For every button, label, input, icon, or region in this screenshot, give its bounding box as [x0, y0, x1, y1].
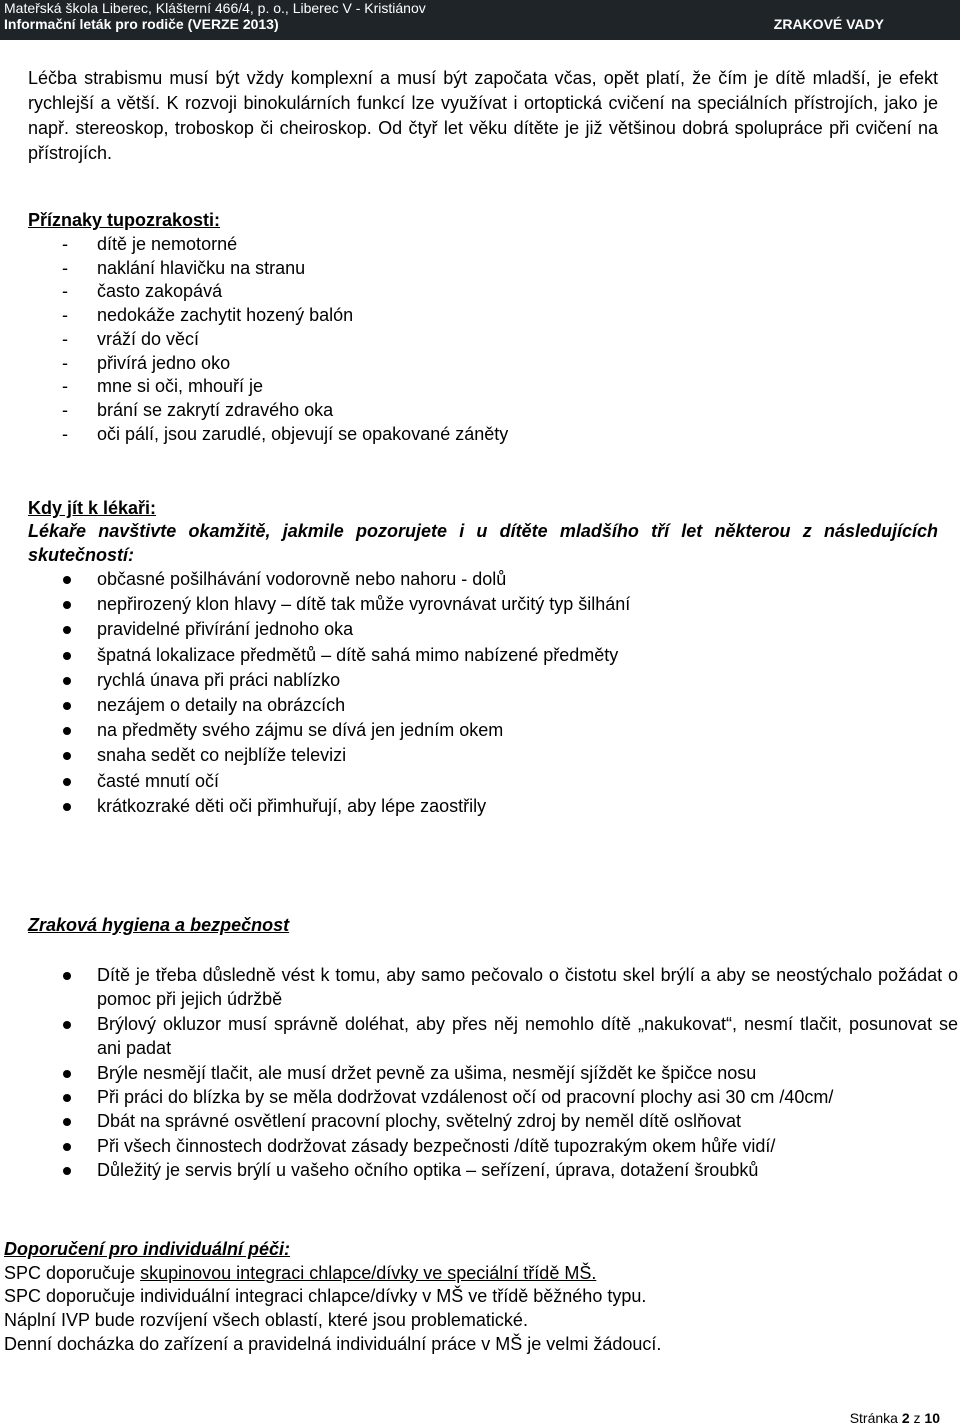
doctor-intro: Lékaře navštivte okamžitě, jakmile pozorujete i u dítěte mladšího tří let některou z následujících skutečností:	[28, 521, 938, 565]
symptom-text: oči pálí, jsou zarudlé, objevují se opakované záněty	[97, 423, 509, 444]
bullet-icon	[63, 702, 71, 710]
bullet-icon	[63, 652, 71, 660]
bullet-icon	[63, 1094, 71, 1102]
recommendation-line-1	[4, 1262, 661, 1286]
recommendation-line-1-prefix: SPC doporučuje	[4, 1262, 141, 1283]
bullet-icon	[63, 677, 71, 685]
page-number-prefix: Stránka	[849, 1410, 902, 1426]
doctor-list-item	[28, 769, 960, 794]
symptom-item	[28, 233, 508, 257]
doctor-list-item-text: nepřirozený klon hlavy – dítě tak může vyrovnávat určitý typ šilhání	[97, 594, 631, 615]
symptom-text: vráží do věcí	[97, 328, 200, 349]
hygiene-list-item-text: Důležitý je servis brýlí u vašeho očního optika – seřízení, úprava, dotažení šroubků	[97, 1160, 759, 1181]
dash-marker: -	[62, 257, 68, 278]
hygiene-list-item-text: Brýlový okluzor musí správně doléhat, aby přes něj nemohlo dítě „nakukovat“, nesmí tlačit, posunovat se ani padat	[97, 1013, 958, 1059]
doctor-list-item-text: snaha sedět co nejblíže televizi	[97, 745, 347, 766]
doctor-list	[28, 567, 960, 819]
bullet-icon	[63, 803, 71, 811]
doctor-list-item	[28, 668, 960, 693]
doctor-list-item-text: na předměty svého zájmu se dívá jen jedním okem	[97, 720, 504, 741]
intro-paragraph: Léčba strabismu musí být vždy komplexní a musí být započata včas, opět platí, že čím je dítě mladší, je efekt rychlejší a větší. K rozvoji binokulárních funkcí lze využívat i ortoptická cvičení na speciálních přístrojích, jako je např. stereoskop, troboskop či cheiroskop. Od čtyř let věku dítěte je již většinou dobrá spolupráce při cvičení na přístrojích.	[28, 68, 938, 163]
bullet-icon	[63, 778, 71, 786]
doctor-list-item	[28, 693, 960, 718]
doctor-list-item	[28, 643, 960, 668]
hygiene-list-item	[28, 1061, 960, 1085]
doctor-list-item-text: pravidelné přivírání jednoho oka	[97, 619, 354, 640]
hygiene-list-item	[28, 1134, 960, 1158]
doctor-list-item	[28, 567, 960, 592]
bullet-icon	[63, 1167, 71, 1175]
header-leaflet-title: Informační leták pro rodiče (VERZE 2013)	[4, 16, 279, 32]
bullet-icon	[63, 1021, 71, 1029]
bullet-icon	[63, 601, 71, 609]
bullet-icon	[63, 727, 71, 735]
hygiene-list-item	[28, 1109, 960, 1133]
bullet-icon	[63, 576, 71, 584]
doctor-list-item-text: občasné pošilhávání vodorovně nebo nahoru - dolů	[97, 569, 507, 589]
doctor-list-item-text: časté mnutí očí	[97, 770, 220, 791]
recommendation-line-3: Náplní IVP bude rozvíjení všech oblastí, které jsou problematické.	[4, 1310, 528, 1331]
hygiene-heading: Zraková hygiena a bezpečnost	[28, 915, 290, 935]
symptom-text: nedokáže zachytit hozený balón	[97, 305, 354, 326]
doctor-list-item-text: krátkozraké děti oči přimhuřují, aby lépe zaostřily	[97, 795, 487, 816]
symptoms-list	[28, 233, 508, 446]
recommendation-section	[4, 1238, 661, 1357]
doctor-list-item	[28, 592, 960, 617]
doctor-heading: Kdy jít k lékaři:	[28, 498, 157, 518]
doctor-list-item	[28, 794, 960, 819]
recommendation-heading: Doporučení pro individuální péči:	[4, 1239, 291, 1259]
page-number-total: 10	[924, 1410, 940, 1426]
header-school-name: Mateřská škola Liberec, Klášterní 466/4, p. o., Liberec V - Kristiánov	[4, 0, 426, 16]
dash-marker: -	[62, 281, 68, 302]
dash-marker: -	[62, 399, 68, 420]
symptom-item	[28, 328, 508, 352]
dash-marker: -	[62, 328, 68, 349]
page-number	[850, 1410, 940, 1426]
page-number-current: 2	[901, 1410, 910, 1426]
hygiene-list-item	[28, 1085, 960, 1109]
symptom-text: brání se zakrytí zdravého oka	[97, 399, 334, 420]
doctor-list-item-text: špatná lokalizace předmětů – dítě sahá mimo nabízené předměty	[97, 644, 619, 665]
hygiene-list-item-text: Při všech činnostech dodržovat zásady bezpečnosti /dítě tupozrakým okem hůře vidí/	[97, 1135, 776, 1156]
symptom-text: často zakopává	[97, 281, 223, 302]
symptom-text: naklání hlavičku na stranu	[97, 257, 306, 278]
page-header	[0, 0, 960, 40]
dash-marker: -	[62, 423, 68, 444]
hygiene-list-item-text: Při práci do blízka by se měla dodržovat vzdálenost očí od pracovní plochy asi 30 cm /40cm/	[97, 1087, 834, 1108]
hygiene-list-item	[28, 1012, 960, 1061]
dash-marker: -	[62, 234, 68, 254]
symptom-item	[28, 257, 508, 281]
symptom-item	[28, 423, 508, 447]
symptom-text: dítě je nemotorné	[97, 234, 238, 254]
page-number-separator: z	[909, 1410, 925, 1426]
symptom-item	[28, 352, 508, 376]
symptoms-heading: Příznaky tupozrakosti:	[28, 210, 221, 230]
hygiene-list-item-text: Dítě je třeba důsledně vést k tomu, aby samo pečovalo o čistotu skel brýlí a aby se neostýchalo požádat o pomoc při jejich údržbě	[97, 965, 958, 1010]
hygiene-list-item	[28, 963, 960, 1012]
symptom-item	[28, 399, 508, 423]
symptom-text: mne si oči, mhouří je	[97, 376, 264, 397]
hygiene-list-item	[28, 1158, 960, 1182]
hygiene-list-item-text: Dbát na správné osvětlení pracovní plochy, světelný zdroj by neměl dítě oslňovat	[97, 1111, 742, 1132]
doctor-list-item	[28, 617, 960, 642]
bullet-icon	[63, 752, 71, 760]
hygiene-list	[28, 963, 960, 1183]
doctor-list-item-text: nezájem o detaily na obrázcích	[97, 695, 346, 716]
dash-marker: -	[62, 376, 68, 397]
bullet-icon	[63, 972, 71, 980]
recommendation-line-1-underlined: skupinovou integraci chlapce/dívky ve speciální třídě MŠ.	[140, 1262, 597, 1283]
bullet-icon	[63, 1070, 71, 1078]
symptom-text: přivírá jedno oko	[97, 352, 231, 373]
recommendation-line-2: SPC doporučuje individuální integraci chlapce/dívky v MŠ ve třídě běžného typu.	[4, 1286, 647, 1307]
doctor-list-item-text: rychlá únava při práci nablízko	[97, 669, 341, 690]
bullet-icon	[63, 1143, 71, 1151]
symptom-item	[28, 304, 508, 328]
bullet-icon	[63, 1118, 71, 1126]
symptom-item	[28, 375, 508, 399]
doctor-list-item	[28, 743, 960, 768]
hygiene-list-item-text: Brýle nesmějí tlačit, ale musí držet pevně za ušima, nesmějí sjíždět ke špičce nosu	[97, 1062, 757, 1083]
dash-marker: -	[62, 305, 68, 326]
symptom-item	[28, 280, 508, 304]
dash-marker: -	[62, 352, 68, 373]
doctor-list-item	[28, 718, 960, 743]
recommendation-line-4: Denní docházka do zařízení a pravidelná individuální práce v MŠ je velmi žádoucí.	[4, 1333, 662, 1354]
header-topic: ZRAKOVÉ VADY	[773, 16, 884, 32]
bullet-icon	[63, 626, 71, 634]
